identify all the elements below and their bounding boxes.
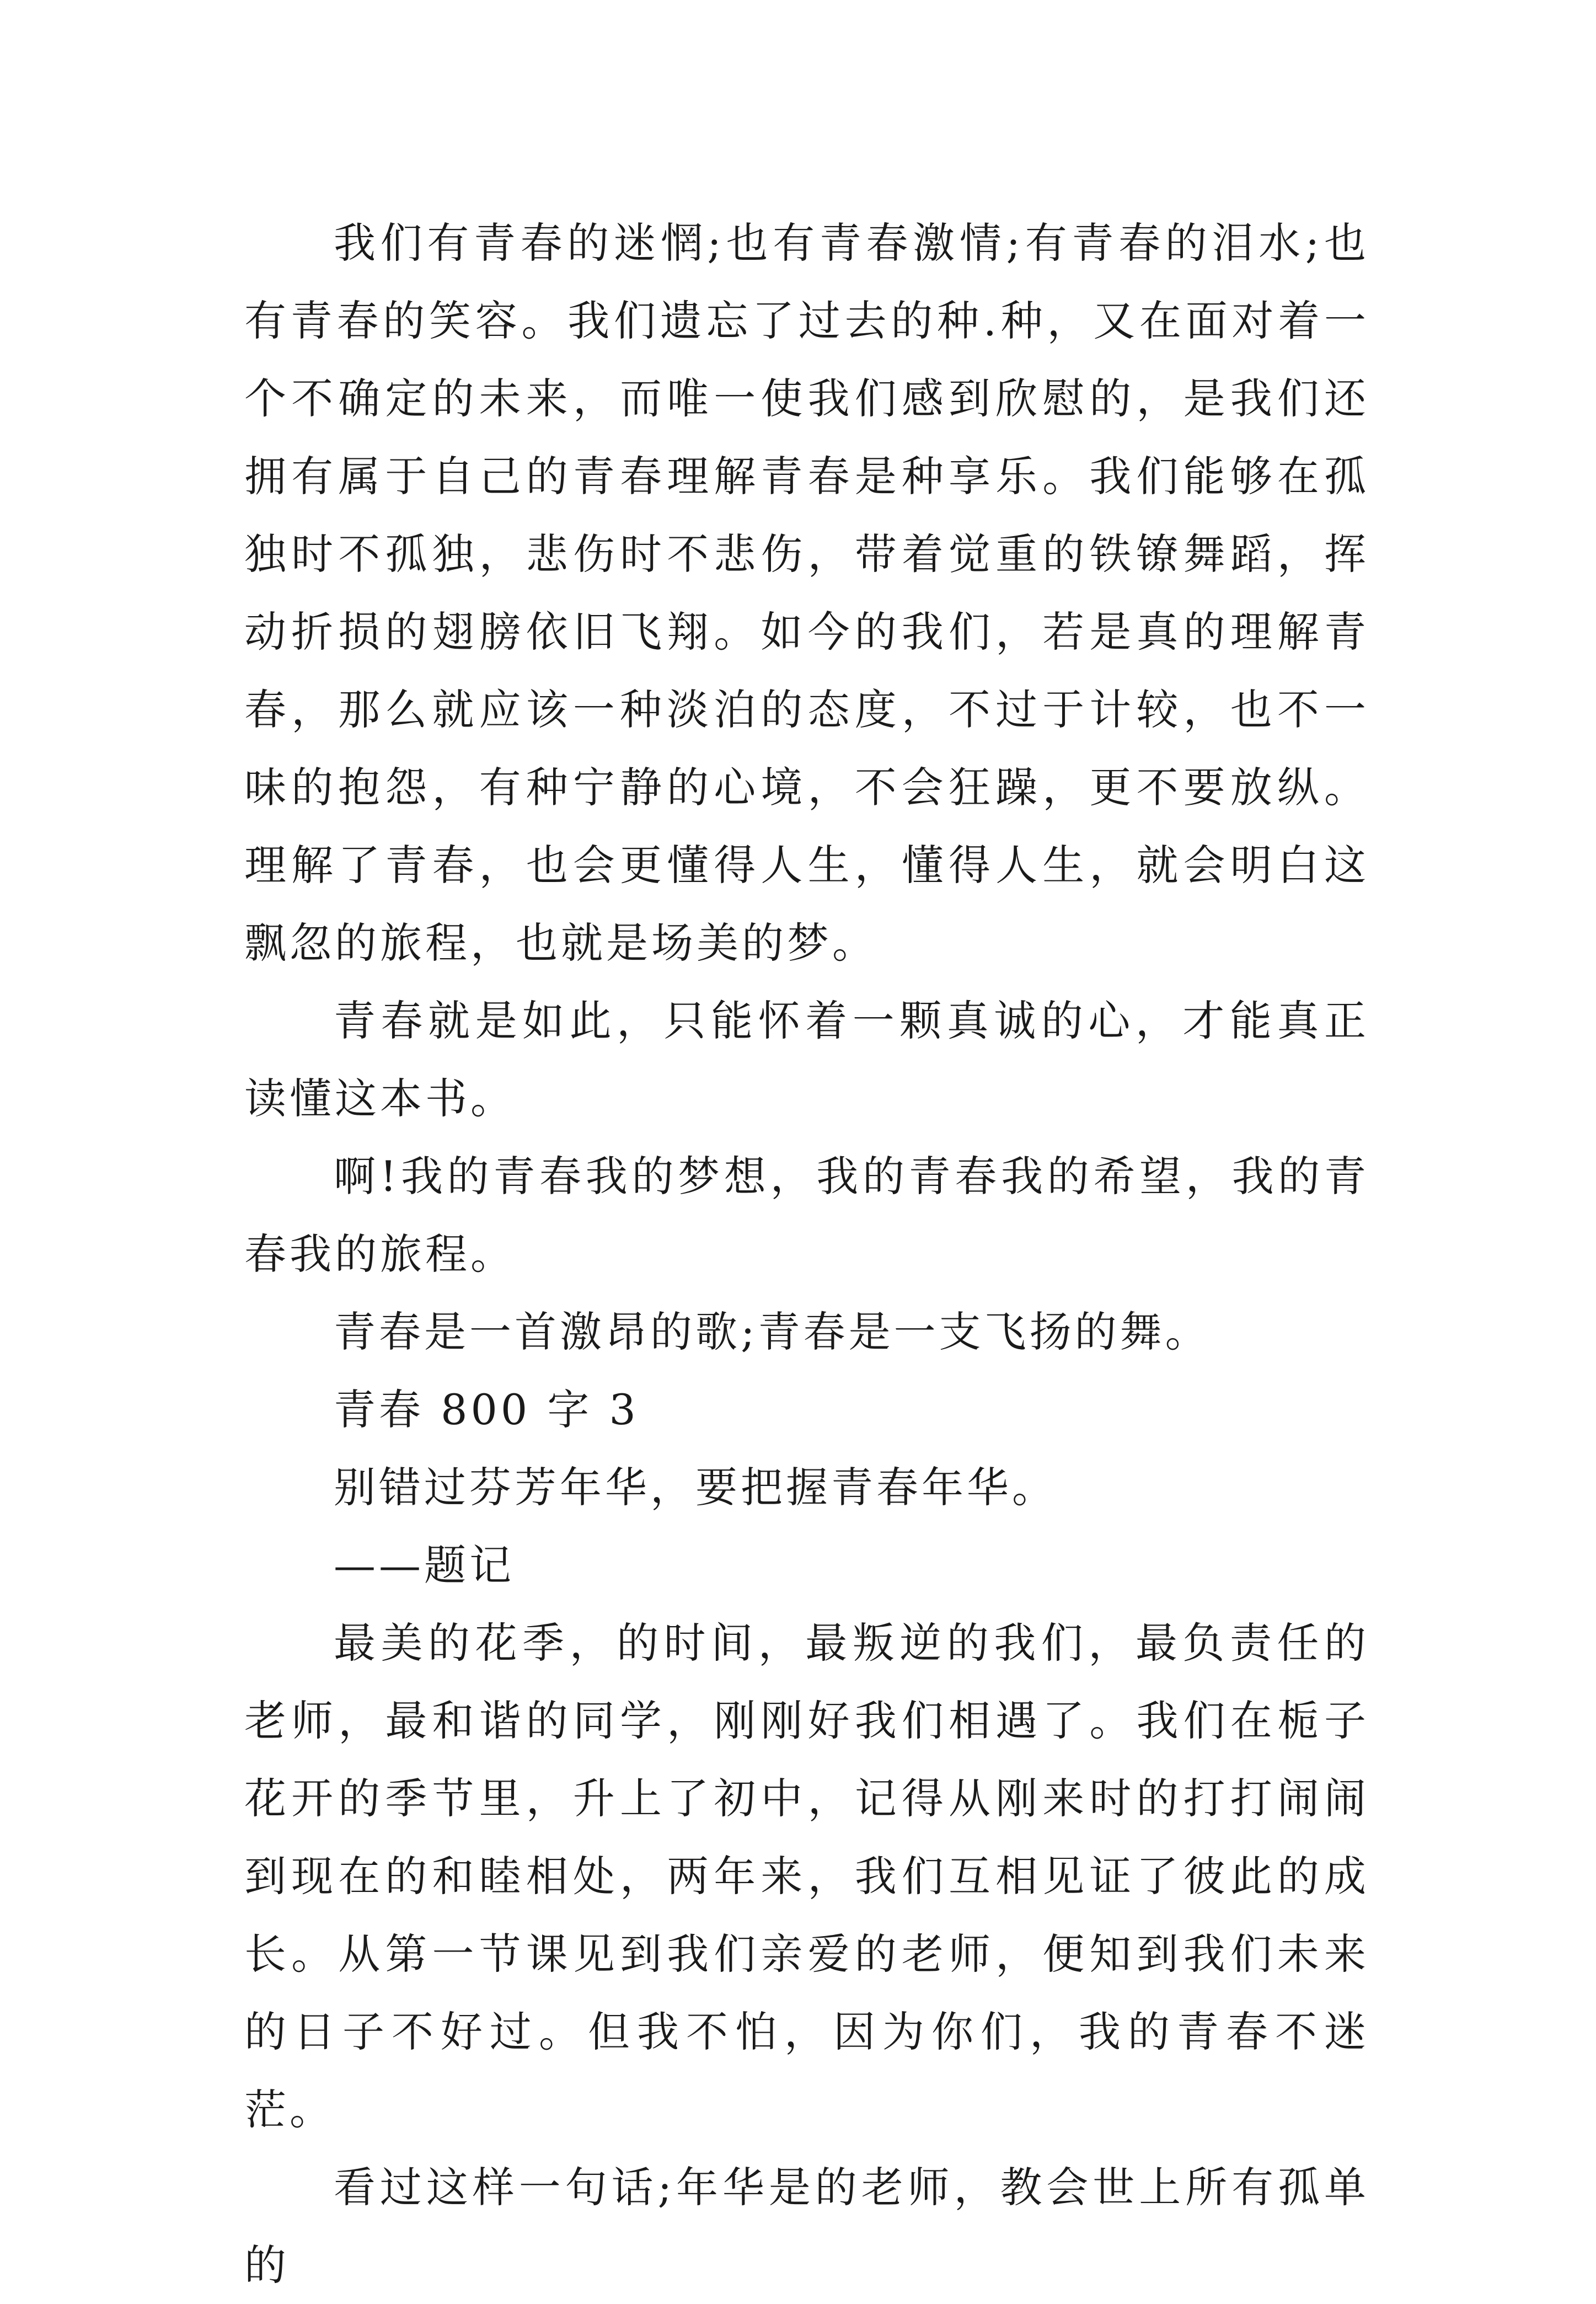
- document-body: [244, 204, 1369, 2304]
- paragraph-my-youth: 啊!我的青春我的梦想，我的青春我的希望，我的青春我的旅程。: [244, 1152, 1369, 1279]
- paragraph-quote-intro: 看过这样一句话;年华是的老师，教会世上所有孤单的: [244, 2163, 1369, 2290]
- epigraph: 别错过芬芳年华，要把握青春年华。: [334, 1463, 1057, 1512]
- paragraph-best-season: 最美的花季，的时间，最叛逆的我们，最负责任的老师，最和谐的同学，刚刚好我们相遇了。我们在栀子花开的季节里，升上了初中，记得从刚来时的打打闹闹到现在的和睦相处，两年来，我们互相见证了彼此的成长。从第一节课见到我们亲爱的老师，便知到我们未来的日子不好过。但我不怕，因为你们，我的青春不迷茫。: [244, 1618, 1369, 2134]
- epigraph-attribution: ——题记: [334, 1541, 515, 1590]
- paragraph-youth-song: 青春是一首激昂的歌;青春是一支飞扬的舞。: [334, 1307, 1211, 1356]
- paragraph-sincere-heart: 青春就是如此，只能怀着一颗真诚的心，才能真正读懂这本书。: [244, 996, 1369, 1123]
- section-heading: 青春 800 字 3: [334, 1385, 639, 1434]
- paragraph-youth-confusion: 我们有青春的迷惘;也有青春激情;有青春的泪水;也有青春的笑容。我们遗忘了过去的种.种，又在面对着一个不确定的未来，而唯一使我们感到欣慰的，是我们还拥有属于自己的青春理解青春是种享乐。我们能够在孤独时不孤独，悲伤时不悲伤，带着觉重的铁镣舞蹈，挥动折损的翅膀依旧飞翔。如今的我们，若是真的理解青春，那么就应该一种淡泊的态度，不过于计较，也不一味的抱怨，有种宁静的心境，不会狂躁，更不要放纵。理解了青春，也会更懂得人生，懂得人生，就会明白这飘忽的旅程，也就是场美的梦。: [244, 218, 1369, 967]
